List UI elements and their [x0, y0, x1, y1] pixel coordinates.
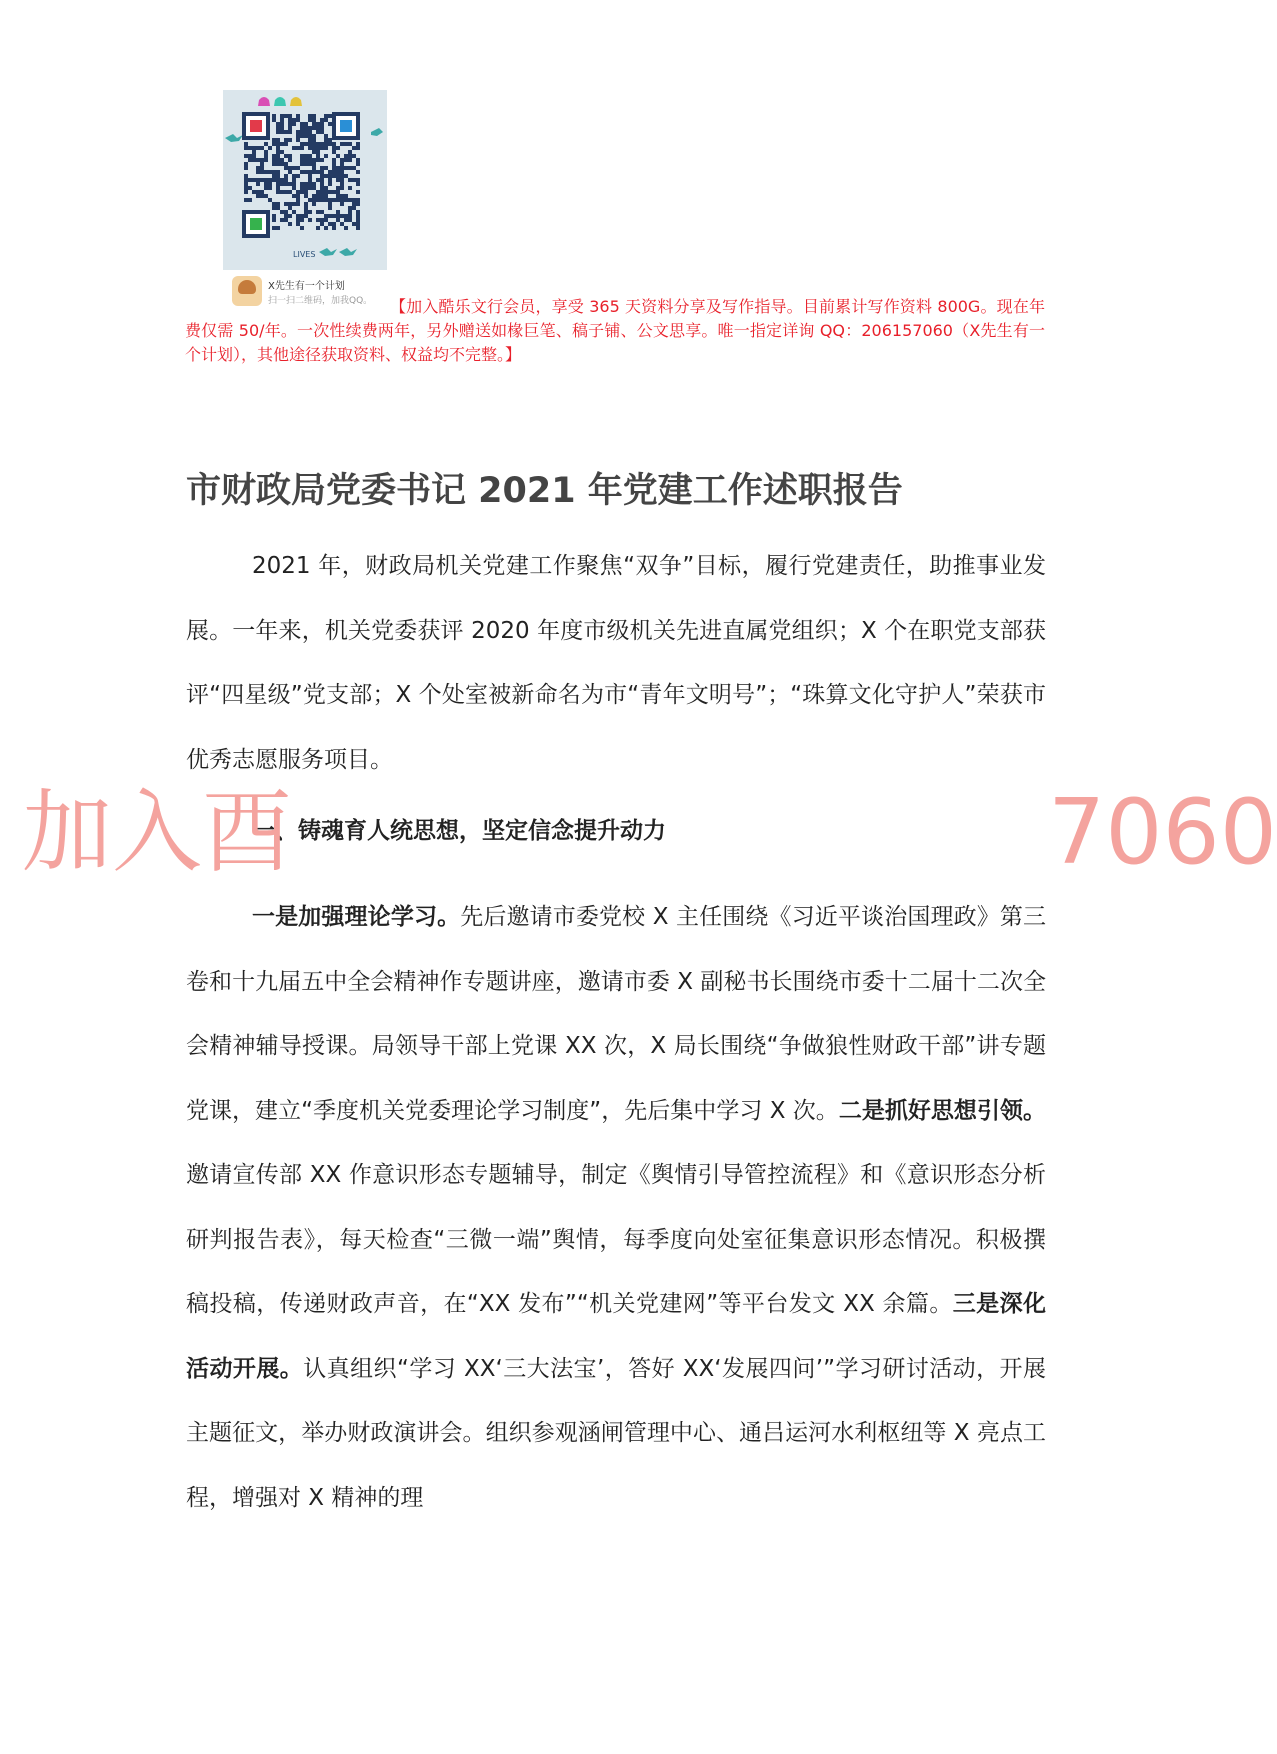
profile-name: X先生有一个计划 [268, 281, 345, 292]
section-paragraph [186, 885, 1046, 1530]
qr-caption: LIVES [293, 250, 316, 259]
intro-paragraph [186, 534, 1046, 792]
lead-1: 一是加强理论学习。 [252, 904, 461, 930]
text-1: 先后邀请市委党校 X 主任围绕《习近平谈治国理政》第三卷和十九届五中全会精神作专题讲座，邀请市委 X 副秘书长围绕市委十二届十二次全会精神辅导授课。局领导干部上党课 XX 次，X 局长围绕“争做狼性财政干部”讲专题党课，建立“季度机关党委理论学习制度”，先后集中学习 X 次。 [186, 904, 1047, 1124]
section-text [186, 885, 1046, 1530]
promo-notice: 【加入酷乐文行会员，享受 365 天资料分享及写作指导。目前累计写作资料 800G。现在年费仅需 50/年。一次性续费两年，另外赠送如椽巨笔、稿子铺、公文思享。唯一指定详询 QQ：206157060（X先生有一个计划），其他途径获取资料、权益均不完整。】 [185, 297, 1045, 364]
text-2: 邀请宣传部 XX 作意识形态专题辅导，制定《舆情引导管控流程》和《意识形态分析研判报告表》，每天检查“三微一端”舆情，每季度向处室征集意识形态情况。积极撰稿投稿，传递财政声音，在“XX 发布”“机关党建网”等平台发文 XX 余篇。 [186, 1162, 1046, 1317]
profile-hint: 扫一扫二维码，加我QQ。 [268, 296, 373, 306]
text-3: 认真组织“学习 XX‘三大法宝’，答好 XX‘发展四问’”学习研讨活动，开展主题征文，举办财政演讲会。组织参观涵闸管理中心、通吕运河水利枢纽等 X 亮点工程，增强对 X 精神的理 [186, 1355, 1046, 1511]
lead-3: 三是深化活动开展。 [186, 1291, 1046, 1382]
lead-2: 二是抓好思想引领。 [838, 1097, 1046, 1124]
qr-code-image [223, 90, 387, 270]
qr-code-graphic [223, 90, 387, 270]
section-heading: 一、铸魂育人统思想，坚定信念提升动力 [252, 818, 666, 844]
watermark-left: 加入酉 [22, 780, 292, 885]
page-title: 市财政局党委书记 2021 年党建工作述职报告 [186, 471, 903, 511]
intro-text: 2021 年，财政局机关党建工作聚焦“双争”目标，履行党建责任，助推事业发展。一年来，机关党委获评 2020 年度市级机关先进直属党组织；X 个在职党支部获评“四星级”党支部；X 个处室被新命名为市“青年文明号”；“珠算文化守护人”荣获市优秀志愿服务项目。 [186, 553, 1046, 773]
watermark-right: 7060 [1048, 780, 1277, 885]
